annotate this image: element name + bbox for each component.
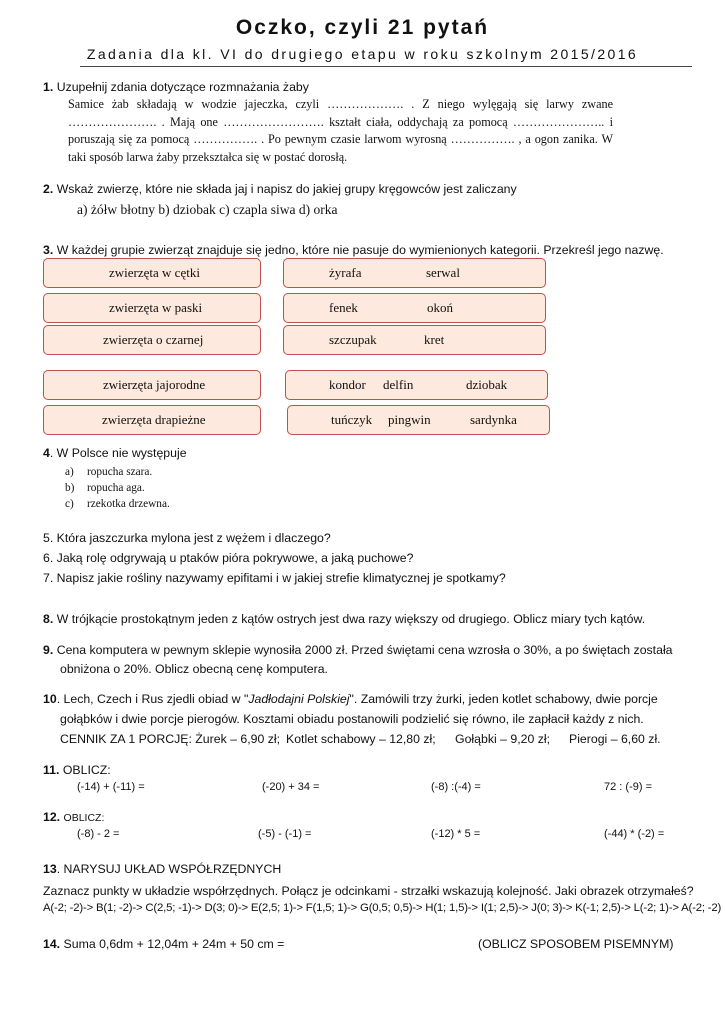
question-14 bbox=[43, 937, 284, 951]
question-2-text: Wskaż zwierzę, które nie składa jaj i napisz do jakiej grupy kręgowców jest zaliczany bbox=[56, 182, 517, 196]
category-box bbox=[43, 405, 261, 435]
category-box bbox=[43, 293, 261, 323]
option-letter: c) bbox=[65, 498, 74, 510]
calc-item: 72 : (-9) = bbox=[604, 781, 652, 793]
question-1 bbox=[43, 80, 309, 94]
category-box bbox=[43, 258, 261, 288]
question-9 bbox=[43, 643, 673, 657]
calc-item: (-8) :(-4) = bbox=[431, 781, 481, 793]
category-box bbox=[43, 325, 261, 355]
question-2-options: a) żółw błotny b) dziobak c) czapla siwa d) orka bbox=[77, 202, 338, 217]
question-3-text: W każdej grupie zwierząt znajduje się jedno, które nie pasuje do wymienionych kategorii. Przekreśl jego nazwę. bbox=[56, 243, 664, 257]
price-item: Pierogi – 6,60 zł. bbox=[569, 732, 661, 746]
question-13-line-1: Zaznacz punkty w układzie współrzędnych. Połącz je odcinkami - strzałki wskazują kolejność. Jaki obrazek otrzymałeś? bbox=[43, 884, 694, 898]
option-text: ropucha aga. bbox=[87, 482, 145, 494]
calc-item: (-20) + 34 = bbox=[262, 781, 320, 793]
question-9-line-2: obniżona o 20%. Oblicz obecną cenę komputera. bbox=[60, 662, 328, 676]
calc-item: (-14) + (-11) = bbox=[77, 781, 145, 793]
option-text: ropucha szara. bbox=[87, 466, 153, 478]
animal-name[interactable]: kondor bbox=[329, 377, 366, 392]
category-box bbox=[43, 370, 261, 400]
price-item: Gołąbki – 9,20 zł; bbox=[455, 732, 551, 746]
question-13-text: . NARYSUJ UKŁAD WSPÓŁRZĘDNYCH bbox=[56, 862, 282, 876]
title-divider bbox=[80, 66, 692, 67]
question-11-label: OBLICZ: bbox=[62, 763, 111, 777]
option-text: rzekotka drzewna. bbox=[87, 498, 170, 510]
category-label: zwierzęta w cętki bbox=[109, 265, 200, 280]
question-12 bbox=[43, 810, 104, 824]
question-8-text: W trójkącie prostokątnym jeden z kątów ostrych jest dwa razy większy od drugiego. Oblicz miary tych kątów. bbox=[56, 612, 646, 626]
question-14-number: 14. bbox=[43, 937, 61, 951]
question-14-note: (OBLICZ SPOSOBEM PISEMNYM) bbox=[478, 937, 674, 951]
question-10-text-cont: ". Zamówili trzy żurki, jeden kotlet schabowy, dwie porcje bbox=[349, 692, 658, 706]
question-3 bbox=[43, 243, 664, 257]
question-4-number: 4 bbox=[43, 446, 50, 460]
price-list bbox=[60, 732, 280, 746]
animal-name[interactable]: okoń bbox=[427, 300, 453, 315]
question-2 bbox=[43, 182, 517, 196]
question-11 bbox=[43, 763, 111, 777]
question-6: 6. Jaką rolę odgrywają u ptaków pióra pokrywowe, a jaką puchowe? bbox=[43, 551, 414, 565]
option-letter: a) bbox=[65, 466, 74, 478]
question-11-number: 11. bbox=[43, 763, 60, 777]
question-10 bbox=[43, 692, 658, 706]
category-label: zwierzęta o czarnej bbox=[103, 332, 204, 347]
question-3-number: 3. bbox=[43, 243, 54, 257]
question-8-number: 8. bbox=[43, 612, 54, 626]
question-1-number: 1. bbox=[43, 80, 54, 94]
option-letter: b) bbox=[65, 482, 75, 494]
calc-item: (-5) - (-1) = bbox=[258, 828, 312, 840]
question-4-option bbox=[65, 466, 152, 478]
animal-group-box bbox=[283, 258, 546, 288]
animal-name[interactable]: żyrafa bbox=[329, 265, 362, 280]
animal-name[interactable]: szczupak bbox=[329, 332, 377, 347]
question-10-line-2: gołąbków i dwie porcje pierogów. Kosztami obiadu postanowili podzielić się równo, ile zapłacił każdy z nich. bbox=[60, 712, 644, 726]
question-4-option bbox=[65, 482, 145, 494]
page-title: Oczko, czyli 21 pytań bbox=[235, 16, 490, 39]
question-8 bbox=[43, 612, 645, 626]
question-12-label: OBLICZ: bbox=[63, 812, 105, 824]
question-14-text: Suma 0,6dm + 12,04m + 24m + 50 cm = bbox=[63, 937, 285, 951]
animal-name[interactable]: sardynka bbox=[470, 412, 517, 427]
question-4-option bbox=[65, 498, 170, 510]
animal-name[interactable]: pingwin bbox=[388, 412, 431, 427]
question-9-number: 9. bbox=[43, 643, 54, 657]
question-13-points: A(-2; -2)-> B(1; -2)-> C(2,5; -1)-> D(3; 0)-> E(2,5; 1)-> F(1,5; 1)-> G(0,5; 0,5)-> H(1; 1,5)-> I(1; 2,5)-> J(0; 3)-> K(-1; 2,5)-> L(-2; 1)-> A(-2; -2) bbox=[43, 902, 722, 914]
question-5: 5. Która jaszczurka mylona jest z wężem i dlaczego? bbox=[43, 531, 331, 545]
question-7: 7. Napisz jakie rośliny nazywamy epifitami i w jakiej strefie klimatycznej je spotkamy? bbox=[43, 571, 506, 585]
question-10-text: . Lech, Czech i Rus zjedli obiad w " bbox=[56, 692, 249, 706]
animal-group-box bbox=[287, 405, 550, 435]
animal-name[interactable]: delfin bbox=[383, 377, 414, 392]
question-4 bbox=[43, 446, 187, 460]
category-label: zwierzęta jajorodne bbox=[103, 377, 206, 392]
animal-name[interactable]: fenek bbox=[329, 300, 358, 315]
animal-name[interactable]: tuńczyk bbox=[331, 412, 373, 427]
calc-item: (-12) * 5 = bbox=[431, 828, 481, 840]
restaurant-name: Jadłodajni Polskiej bbox=[248, 692, 350, 706]
calc-item: (-44) * (-2) = bbox=[604, 828, 665, 840]
question-13-number: 13 bbox=[43, 862, 57, 876]
animal-group-box bbox=[283, 325, 546, 355]
question-10-number: 10 bbox=[43, 692, 57, 706]
question-1-text: Uzupełnij zdania dotyczące rozmnażania żaby bbox=[56, 80, 309, 94]
question-1-paragraph: Samice żab składają w wodzie jajeczka, czyli ………………. . Z niego wylęgają się larwy zwane …………………. . Mają one ……………………. kształt ciała, oddychają za pomocą ………………….. i poruszają się za pomocą ……………. . Po pewnym czasie larwom wyrosną ……………. , a ogon zanika. W taki sposób larwa żaby przekształca się w postać dorosłą. bbox=[68, 97, 613, 164]
price-item: Kotlet schabowy – 12,80 zł; bbox=[286, 732, 436, 746]
price-item: CENNIK ZA 1 PORCJĘ: Żurek – 6,90 zł; bbox=[60, 732, 281, 746]
category-label: zwierzęta w paski bbox=[109, 300, 203, 315]
animal-name[interactable]: kret bbox=[424, 332, 445, 347]
page-subtitle: Zadania dla kl. VI do drugiego etapu w roku szkolnym 2015/2016 bbox=[86, 46, 639, 62]
animal-group-box bbox=[283, 293, 546, 323]
question-4-text: . W Polsce nie występuje bbox=[49, 446, 187, 460]
question-2-number: 2. bbox=[43, 182, 54, 196]
category-label: zwierzęta drapieżne bbox=[102, 412, 206, 427]
question-12-number: 12. bbox=[43, 810, 61, 824]
animal-group-box bbox=[285, 370, 548, 400]
animal-name[interactable]: dziobak bbox=[466, 377, 508, 392]
animal-name[interactable]: serwal bbox=[426, 265, 460, 280]
question-13 bbox=[43, 862, 281, 876]
calc-item: (-8) - 2 = bbox=[77, 828, 120, 840]
question-9-text: Cena komputera w pewnym sklepie wynosiła 2000 zł. Przed świętami cena wzrosła o 30%, a po świętach została bbox=[56, 643, 673, 657]
